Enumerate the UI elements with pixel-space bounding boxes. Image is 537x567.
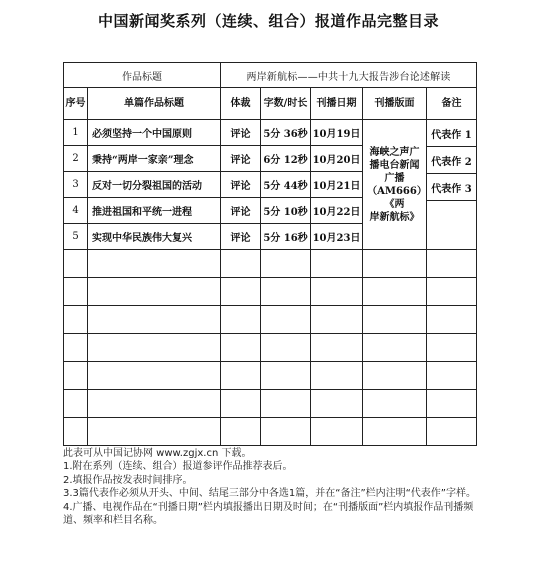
header-note: 备注 [427,88,477,120]
row-genre: 评论 [221,172,261,198]
footer-note-2: 2.填报作品按发表时间排序。 [63,474,193,486]
row-seq: 3 [64,172,88,198]
empty-row [64,390,477,418]
row-genre: 评论 [221,224,261,250]
row-date: 10月21日 [311,172,363,198]
media-line-4: （AM666）《两 [367,185,422,210]
note-item: 代表作 2 [427,147,476,174]
header-media: 刊播版面 [363,88,427,120]
media-line-2: 播电台新闻 [369,159,420,171]
catalog-table [63,62,477,446]
footer-note-4: 4.广播、电视作品在“刊播日期”栏内填报播出日期及时间；在“刊播版面”栏内填报作品刊播频道、频率和栏目名称。 [63,501,474,527]
header-date: 刊播日期 [311,88,363,120]
media-cell [363,120,427,250]
row-genre: 评论 [221,198,261,224]
empty-row [64,334,477,362]
row-title: 秉持“两岸一家亲”理念 [88,146,221,172]
footer-source: 此表可从中国记协网 www.zgjx.cn 下载。 [63,448,252,459]
footer-notes [63,447,483,527]
row-length: 5分 44秒 [261,172,311,198]
notes-cell [427,120,477,250]
work-title-label: 作品标题 [64,63,221,88]
header-seq: 序号 [64,88,88,120]
media-line-1: 海峡之声广 [369,146,420,158]
empty-row [64,418,477,446]
work-title-row [64,63,477,88]
row-title: 必须坚持一个中国原则 [88,120,221,146]
row-seq: 2 [64,146,88,172]
row-length: 6分 12秒 [261,146,311,172]
row-length: 5分 10秒 [261,198,311,224]
row-date: 10月22日 [311,198,363,224]
empty-row [64,250,477,278]
header-row [64,88,477,120]
row-length: 5分 36秒 [261,120,311,146]
table-row [64,120,477,146]
footer-note-3: 3.3篇代表作必须从开头、中间、结尾三部分中各选1篇，并在“备注”栏内注明“代表作”字样。 [63,488,476,500]
empty-row [64,362,477,390]
notes-inner-table [427,120,476,201]
empty-row [64,278,477,306]
row-title: 实现中华民族伟大复兴 [88,224,221,250]
row-seq: 1 [64,120,88,146]
empty-row [64,306,477,334]
media-line-3: 广播 [384,172,405,184]
row-genre: 评论 [221,146,261,172]
row-title: 推进祖国和平统一进程 [88,198,221,224]
row-genre: 评论 [221,120,261,146]
page-title: 中国新闻奖系列（连续、组合）报道作品完整目录 [97,12,439,30]
row-date: 10月20日 [311,146,363,172]
footer-note-1: 1.附在系列（连续、组合）报道参评作品推荐表后。 [63,461,293,473]
row-seq: 5 [64,224,88,250]
row-length: 5分 16秒 [261,224,311,250]
note-item: 代表作 3 [427,174,476,201]
header-item-title: 单篇作品标题 [88,88,221,120]
header-length: 字数/时长 [261,88,311,120]
row-title: 反对一切分裂祖国的活动 [88,172,221,198]
work-title-value: 两岸新航标——中共十九大报告涉台论述解读 [221,63,477,88]
header-genre: 体裁 [221,88,261,120]
row-date: 10月23日 [311,224,363,250]
note-item: 代表作 1 [427,120,476,147]
row-seq: 4 [64,198,88,224]
media-line-5: 岸新航标》 [369,211,420,223]
row-date: 10月19日 [311,120,363,146]
